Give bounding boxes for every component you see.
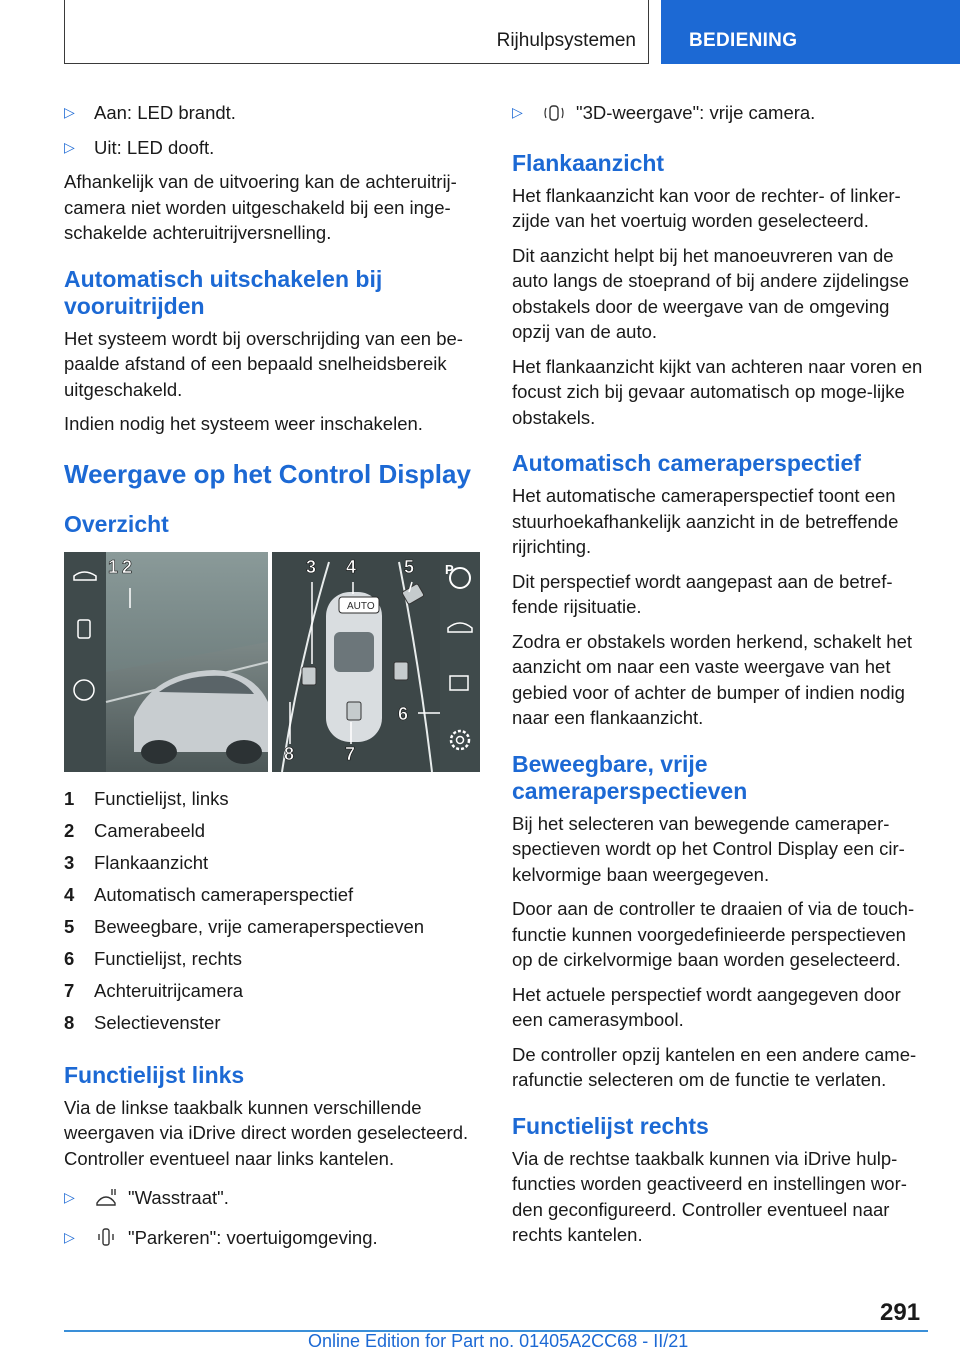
header-section-box bbox=[64, 0, 649, 64]
3d-view-icon bbox=[542, 102, 566, 124]
callout-7: 7 bbox=[345, 743, 356, 764]
page-number: 291 bbox=[880, 1299, 921, 1326]
paragraph-funclist-left: Via de linkse taakbalk kunnen verschillende weergaven via iDrive direct worden geselecteerd. Controller eventueel naar links kantelen. bbox=[64, 1096, 469, 1169]
legend-item: 8 Selectievenster bbox=[64, 1012, 221, 1034]
paragraph-variant: Afhankelijk van de uitvoering kan de achteruitrij-camera niet worden uitgeschakeld bij een inge-schakelde achteruitrijversnelling. bbox=[64, 171, 457, 243]
legend-item: 2 Camerabeeld bbox=[64, 819, 206, 841]
callout-6: 6 bbox=[398, 703, 409, 724]
callout-8: 8 bbox=[284, 743, 295, 764]
figure-p-label: P bbox=[445, 561, 454, 577]
heading-flank: Flankaanzicht bbox=[512, 149, 665, 176]
header-chapter-title: BEDIENING bbox=[689, 30, 798, 51]
figure-legend bbox=[64, 786, 478, 1036]
bullet-triangle-icon: ▷ bbox=[64, 104, 75, 120]
heading-overview: Overzicht bbox=[64, 510, 169, 537]
parking-view-icon bbox=[94, 1226, 118, 1248]
camera-display-figure bbox=[64, 552, 480, 772]
bullet-triangle-icon: ▷ bbox=[64, 138, 75, 155]
legend-item: 1 Functielijst, links bbox=[64, 787, 229, 809]
heading-free-perspective: Beweegbare, vrije cameraperspectieven bbox=[512, 750, 748, 804]
bullet-carwash: ▷ "Wasstraat". bbox=[64, 1185, 478, 1211]
footer-edition: Online Edition for Part no. 01405A2CC68 - II/21 bbox=[308, 1331, 689, 1351]
paragraph-auto-3: Zodra er obstakels worden herkend, schakelt het aanzicht om naar een vaste weergave van het gebied voor of achter de bumper of indien nodig naar een flankaanzicht. bbox=[512, 630, 913, 728]
legend-item: 6 Functielijst, rechts bbox=[64, 947, 243, 969]
bullet-parking: ▷ "Parkeren": voertuigomgeving. bbox=[64, 1225, 478, 1251]
callout-2: 2 bbox=[122, 556, 133, 577]
paragraph-free-1: Bij het selecteren van bewegende cameraper-spectieven wordt op het Control Display een cir-kelvormige baan weergegeven. bbox=[512, 812, 905, 885]
legend-item: 4 Automatisch cameraperspectief bbox=[64, 883, 354, 905]
bullet-triangle-icon: ▷ bbox=[64, 1189, 75, 1206]
paragraph-free-3: Het actuele perspectief wordt aangegeven door een camerasymbool. bbox=[512, 983, 901, 1030]
heading-funclist-right: Functielijst rechts bbox=[512, 1112, 709, 1139]
camera-display-illustration bbox=[64, 552, 480, 772]
bullet-led-on: ▷ Aan: LED brandt. bbox=[64, 100, 478, 126]
paragraph-funclist-right: Via de rechtse taakbalk kunnen via iDrive hulp-functies worden geactiveerd en instellingen wor-den geconfigureerd. Controller eventueel naar rechts kantelen. bbox=[512, 1147, 907, 1245]
callout-5: 5 bbox=[404, 556, 415, 577]
paragraph-auto-2: Dit perspectief wordt aangepast aan de betref-fende rijsituatie. bbox=[512, 570, 893, 617]
bullet-triangle-icon: ▷ bbox=[64, 1228, 75, 1245]
heading-auto-off: Automatisch uitschakelen bij vooruitrijden bbox=[64, 265, 383, 319]
callout-4: 4 bbox=[346, 556, 357, 577]
bullet-led-off: ▷ Uit: LED dooft. bbox=[64, 135, 478, 161]
figure-auto-badge: AUTO bbox=[347, 600, 375, 612]
paragraph-flank-1: Het flankaanzicht kan voor de rechter- of linker-zijde van het voertuig worden geselecteerd. bbox=[512, 184, 901, 231]
heading-control-display: Weergave op het Control Display bbox=[64, 458, 471, 489]
heading-funclist-left: Functielijst links bbox=[64, 1061, 245, 1088]
legend-item: 5 Beweegbare, vrije cameraperspectieven bbox=[64, 915, 425, 937]
legend-item: 7 Achteruitrijcamera bbox=[64, 980, 244, 1002]
header-section-title: Rijhulpsystemen bbox=[496, 30, 636, 51]
right-column bbox=[512, 100, 928, 1257]
heading-auto-perspective: Automatisch cameraperspectief bbox=[512, 450, 861, 476]
paragraph-auto-1: Het automatische cameraperspectief toont een stuurhoekafhankelijk aanzicht in de betreffende rijrichting. bbox=[512, 485, 899, 557]
paragraph-flank-3: Het flankaanzicht kijkt van achteren naar voren en focust zich bij gevaar automatisch op moge-lijke obstakels. bbox=[512, 355, 923, 428]
bullet-triangle-icon: ▷ bbox=[512, 104, 523, 120]
callout-1: 1 bbox=[108, 556, 119, 577]
paragraph-auto-off: Het systeem wordt bij overschrijding van een be-paalde afstand of een bepaald snelheidsbereik uitgeschakeld. bbox=[64, 327, 463, 400]
callout-3: 3 bbox=[306, 556, 317, 577]
paragraph-reenable: Indien nodig het systeem weer inschakelen. bbox=[64, 413, 423, 434]
legend-item: 3 Flankaanzicht bbox=[64, 851, 209, 873]
bullet-3d-view: ▷ "3D-weergave": vrije camera. bbox=[512, 100, 928, 126]
header-chapter-tab bbox=[661, 0, 960, 64]
paragraph-free-4: De controller opzij kantelen en een andere came-rafunctie selecteren om de functie te verlaten. bbox=[512, 1043, 917, 1090]
paragraph-free-2: Door aan de controller te draaien of via de touch-functie kunnen voorgedefinieerde perspectieven op de cirkelvormige baan worden geselecteerd. bbox=[512, 898, 915, 970]
paragraph-flank-2: Dit aanzicht helpt bij het manoeuvreren van de auto langs de stoeprand of bij andere zijdelingse obstakels door de weergave van de omgeving opzij van de auto. bbox=[512, 244, 910, 342]
left-column bbox=[64, 100, 478, 1259]
car-wash-icon bbox=[94, 1187, 118, 1209]
